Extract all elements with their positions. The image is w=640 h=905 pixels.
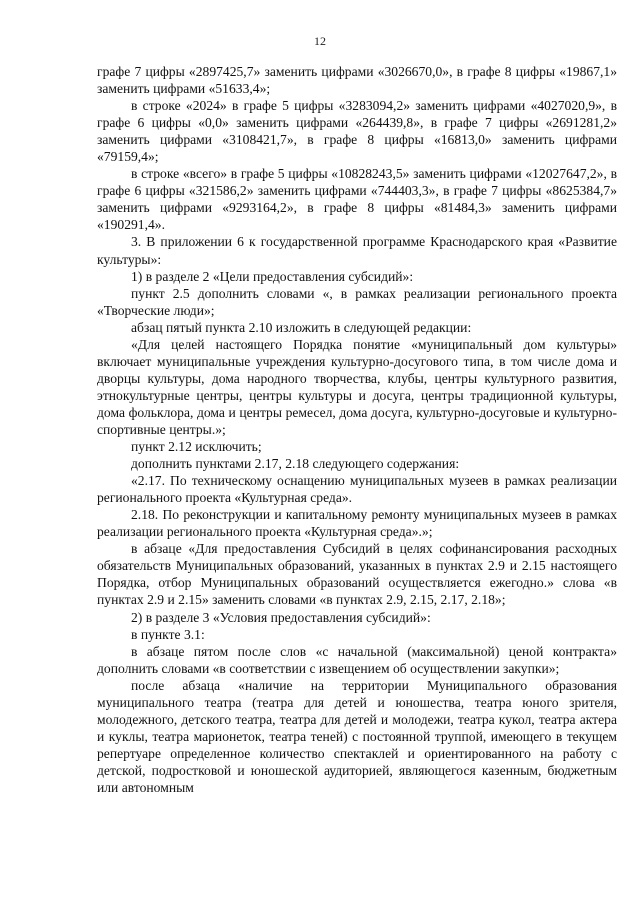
paragraph: пункт 2.12 исключить; <box>131 439 262 455</box>
paragraph: 3. В приложении 6 к государственной программе Краснодарского края «Развитие культуры»: <box>97 234 617 267</box>
paragraph: графе 7 цифры «2897425,7» заменить цифрами «3026670,0», в графе 8 цифры «19867,1» заменить цифрами «51633,4»; <box>97 64 617 97</box>
paragraph: 1) в разделе 2 «Цели предоставления субсидий»: <box>131 268 414 284</box>
paragraph: «2.17. По техническому оснащению муниципальных музеев в рамках реализации регионального проекта «Культурная среда». <box>97 473 617 506</box>
paragraph: 2.18. По реконструкции и капитальному ремонту муниципальных музеев в рамках реализации регионального проекта «Культурная среда».»; <box>97 507 617 540</box>
paragraph: «Для целей настоящего Порядка понятие «муниципальный дом культуры» включает муниципальные учреждения культурно-досугового типа, в том числе дома и дворцы культуры, дома народного творчества, клубы, центры культурного развития, этнокультурные центры, центры культуры и досуга, центры традиционной культуры, дома фольклора, дома и центры ремесел, дома досуга, культурно-досуговые и культурно-спортивные центры.»; <box>97 336 617 437</box>
paragraph: дополнить пунктами 2.17, 2.18 следующего содержания: <box>131 456 460 472</box>
paragraph: абзац пятый пункта 2.10 изложить в следующей редакции: <box>131 319 472 335</box>
paragraph: в строке «2024» в графе 5 цифры «3283094,2» заменить цифрами «4027020,9», в графе 6 цифры «0,0» заменить цифрами «264439,8», в графе 7 цифры «2691281,2» заменить цифрами «3108421,7», в графе 8 цифры «16813,0» заменить цифрами «79159,4»; <box>97 98 617 165</box>
paragraph: пункт 2.5 дополнить словами «, в рамках реализации регионального проекта «Творческие люди»; <box>97 285 617 318</box>
paragraph: в пункте 3.1: <box>131 626 205 642</box>
paragraph: 2) в разделе 3 «Условия предоставления субсидий»: <box>131 609 431 625</box>
page-number: 12 <box>314 34 326 48</box>
paragraph: в абзаце пятом после слов «с начальной (максимальной) ценой контракта» дополнить словами «в соответствии с извещением об осуществлении закупки»; <box>97 643 617 676</box>
paragraph: в абзаце «Для предоставления Субсидий в целях софинансирования расходных обязательств Муниципальных образований, указанных в пунктах 2.9 и 2.15 настоящего Порядка, отбор Муниципальных образований осуществляется ежегодно.» слова «в пунктах 2.9 и 2.15» заменить словами «в пунктах 2.9, 2.15, 2.17, 2.18»; <box>97 541 617 608</box>
document-body <box>97 63 617 796</box>
paragraph: в строке «всего» в графе 5 цифры «10828243,5» заменить цифрами «12027647,2», в графе 6 цифры «321586,2» заменить цифрами «744403,3», в графе 7 цифры «8625384,7» заменить цифрами «9293164,2», в графе 8 цифры «81484,3» заменить цифрами «190291,4». <box>97 166 617 233</box>
paragraph: после абзаца «наличие на территории Муниципального образования муниципального театра (театра для детей и юношества, театра юного зрителя, молодежного, детского театра, театра для детей и молодежи, театра кукол, театра актера и куклы, театра марионеток, театра теней) с постоянной труппой, имеющего в текущем репертуаре определенное количество спектаклей и ориентированного на работу с детской, подростковой и юношеской аудиторией, являющегося казенным, бюджетным или автономным <box>97 677 617 795</box>
